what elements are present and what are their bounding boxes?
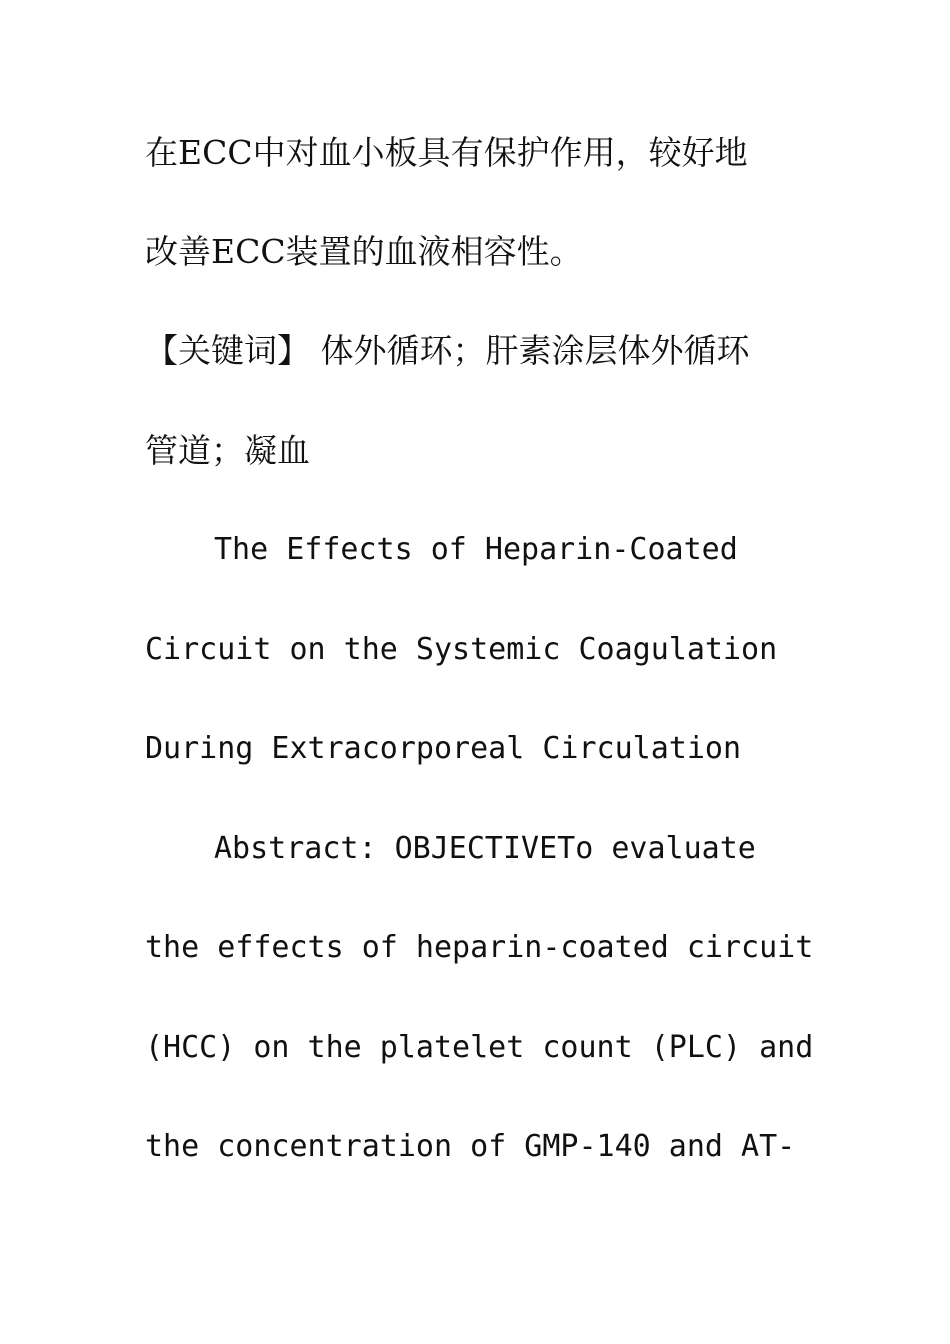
english-title-line-3: During Extracorporeal Circulation: [145, 731, 742, 766]
english-title-line-1: The Effects of Heparin-Coated: [214, 532, 738, 567]
text-line-1: 在ECC中对血小板具有保护作用，较好地: [145, 133, 748, 172]
text-line-2: 改善ECC装置的血液相容性。: [145, 232, 583, 271]
abstract-line-3: (HCC) on the platelet count (PLC) and: [145, 1030, 814, 1065]
keywords-line: 【关键词】 体外循环；肝素涂层体外循环: [145, 331, 750, 370]
keywords-continuation: 管道；凝血: [145, 431, 310, 470]
abstract-line-1: Abstract: OBJECTIVETo evaluate: [214, 831, 756, 866]
abstract-line-4: the concentration of GMP-140 and AT-: [145, 1129, 796, 1164]
abstract-line-2: the effects of heparin-coated circuit: [145, 930, 814, 965]
english-title-line-2: Circuit on the Systemic Coagulation: [145, 632, 778, 667]
